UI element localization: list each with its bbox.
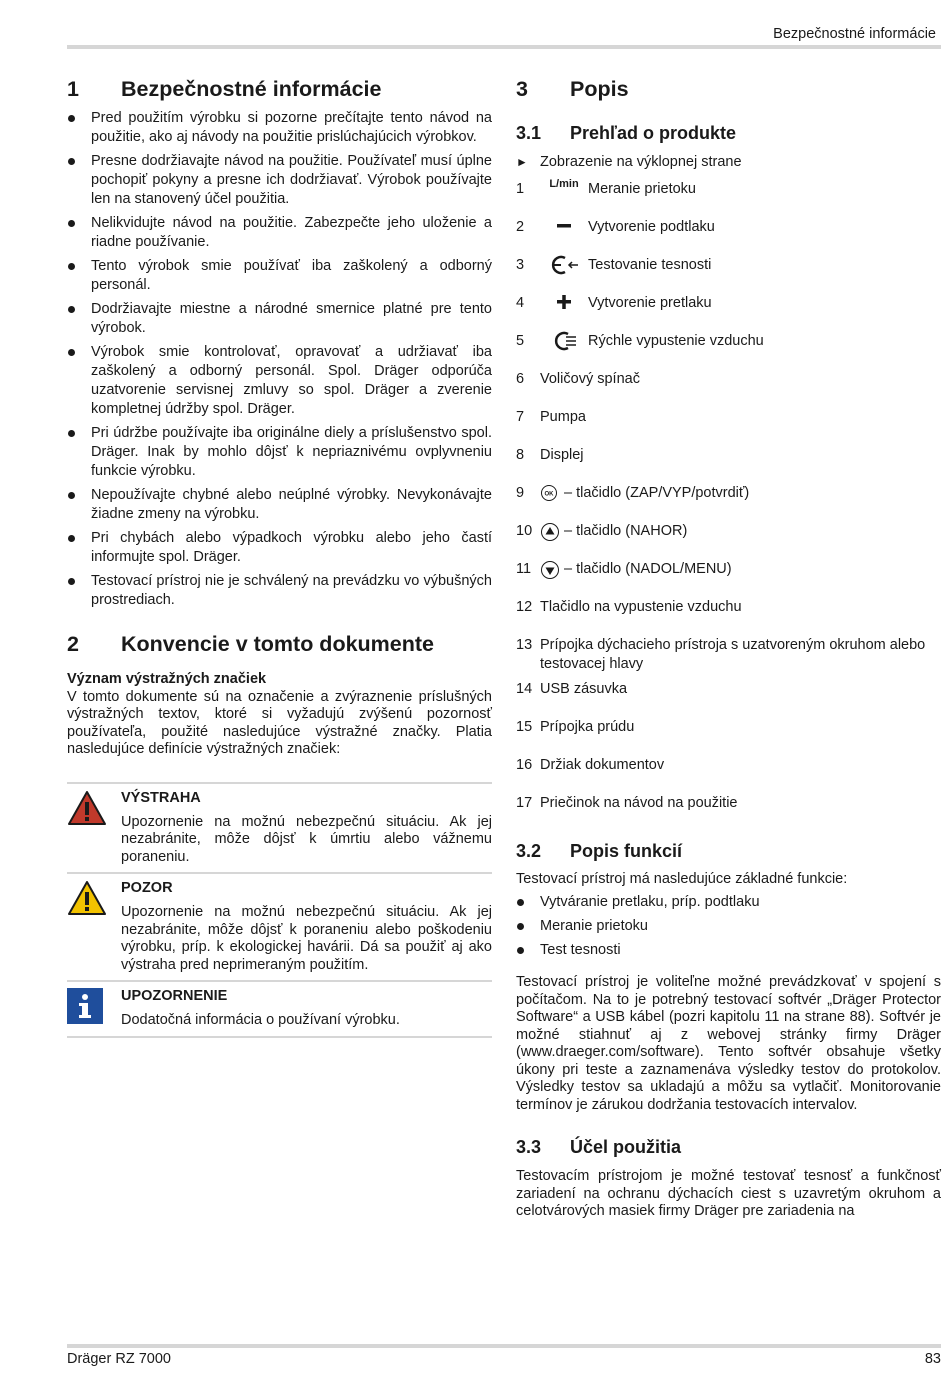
section-number: 3 (516, 77, 528, 101)
list-item (516, 212, 941, 250)
warning-triangle-icon (67, 788, 121, 867)
section-number: 1 (67, 77, 79, 101)
fold-out-reference (516, 152, 941, 172)
item-label: Priečinok na návod na použitie (540, 795, 738, 811)
left-column (67, 74, 492, 1038)
list-item (516, 364, 941, 402)
item-label: Tlačidlo na vypustenie vzduchu (540, 599, 742, 615)
list-item (516, 250, 941, 288)
list-item: Nepoužívajte chybné alebo neúplné výrobky. Nevykonávajte žiadne zmeny na výrobku. (67, 486, 492, 524)
up-button-icon (540, 516, 564, 542)
intended-use-paragraph: Testovacím prístrojom je možné testovať tesnosť a funkčnosť zariadení na ochranu dýchacích ciest s uzavretým okruhom a celotvárových masiek firmy Dräger pre zariadenia na (516, 1168, 941, 1219)
item-number: 1 (516, 181, 525, 197)
section-title: Prehľad o produkte (570, 123, 736, 143)
section-3-1-heading (516, 120, 941, 146)
section-3-3-heading (516, 1134, 941, 1160)
right-column (516, 74, 941, 1221)
item-number: 15 (516, 719, 533, 735)
item-label: Voličový spínač (540, 371, 640, 387)
warning-definitions (67, 782, 492, 1038)
item-number: 7 (516, 409, 525, 425)
list-item: Výrobok smie kontrolovať, opravovať a udržiavať iba zaškolený a odborný personál. Spol. Dräger odporúča uzatvorenie servisnej zmluvy so spol. Dräger a zverenie kompletnej údržby spol. Dräger. (67, 343, 492, 419)
item-number: 2 (516, 219, 525, 235)
list-item: Tento výrobok smie používať iba zaškolený a odborný personál. (67, 257, 492, 295)
notice-definition-row (67, 980, 492, 1038)
section-3-2-heading (516, 838, 941, 864)
header-rule (67, 45, 941, 49)
list-item (516, 788, 941, 826)
list-item (516, 554, 941, 592)
item-number: 8 (516, 447, 525, 463)
section-number: 3.1 (516, 123, 542, 143)
item-number: 4 (516, 295, 525, 311)
item-number: 9 (516, 485, 525, 501)
item-number: 13 (516, 637, 533, 653)
item-number: 10 (516, 523, 533, 539)
list-item: Nelikvidujte návod na použitie. Zabezpečte jeho uloženie a riadne používanie. (67, 214, 492, 252)
functions-bullet-list (516, 893, 941, 960)
minus-icon (540, 212, 588, 236)
list-item (516, 440, 941, 478)
section-title: Popis (570, 77, 629, 101)
item-number: 17 (516, 795, 533, 811)
running-header: Bezpečnostné informácie (773, 26, 936, 42)
list-item: Testovací prístroj nie je schválený na prevádzku vo výbušných prostrediach. (67, 572, 492, 610)
warning-title: VÝSTRAHA (121, 789, 201, 806)
list-item (516, 402, 941, 440)
air-release-icon (540, 326, 588, 352)
list-item (516, 750, 941, 788)
list-item (516, 712, 941, 750)
section-number: 2 (67, 632, 79, 656)
list-item: Pred použitím výrobku si pozorne prečítajte tento návod na použitie, ako aj návody na použitie prislúchajúcich výrobkov. (67, 109, 492, 147)
item-number: 14 (516, 681, 533, 697)
warning-signs-subheading: Význam výstražných značiek (67, 671, 267, 687)
section-number: 3.3 (516, 1137, 542, 1157)
list-item: Test tesnosti (516, 941, 941, 960)
list-item (516, 174, 941, 212)
item-number: 5 (516, 333, 525, 349)
functions-paragraph: Testovací prístroj je voliteľne možné prevádzkovať v spojení s počítačom. Na to je potrebný testovací softvér „Dräger Protector Software“ a USB kábel (pozri kapitolu 11 na strane 88). Softvér je možné stiahnuť aj z webovej stránky firmy Dräger (www.draeger.com/software). Tento softvér obsahuje všetky úkony pri teste a zaznamenáva výsledky testov do protokolov. Výsledky testov sa ukladajú a môžu sa vytlačiť. Monitorovanie termínov je zárukou dodržania testovacích intervalov. (516, 974, 941, 1113)
item-label: USB zásuvka (540, 681, 628, 697)
section-title: Konvencie v tomto dokumente (121, 632, 434, 656)
item-label: Vytvorenie pretlaku (588, 295, 712, 311)
list-item: Dodržiavajte miestne a národné smernice platné pre tento výrobok. (67, 300, 492, 338)
notice-text: Dodatočná informácia o používaní výrobku. (121, 1012, 400, 1028)
item-label: Displej (540, 447, 584, 463)
item-label: – tlačidlo (NADOL/MENU) (564, 561, 732, 577)
list-item: Pri údržbe používajte iba originálne diely a príslušenstvo spol. Dräger. Inak by mohlo dôjsť k nepriaznivému ovplyvneniu funkcie výrobku. (67, 424, 492, 481)
info-icon (67, 986, 121, 1030)
item-label: Meranie prietoku (588, 181, 696, 197)
warning-text: Upozornenie na možnú nebezpečnú situáciu. Ak jej nezabránite, môže dôjsť k úmrtiu alebo vážnemu poraneniu. (121, 813, 492, 865)
item-label: Držiak dokumentov (540, 757, 665, 773)
warning-definition-row (67, 782, 492, 873)
list-item (516, 326, 941, 364)
list-item (516, 478, 941, 516)
safety-bullet-list (67, 109, 492, 610)
item-number: 3 (516, 257, 525, 273)
caution-title: POZOR (121, 880, 173, 896)
list-item (516, 516, 941, 554)
plus-icon (540, 288, 588, 312)
item-label: Prípojka dýchacieho prístroja s uzatvoreným okruhom alebo testovacej hlavy (540, 637, 926, 672)
section-1-heading (67, 74, 492, 104)
svg-text:OK: OK (544, 491, 554, 498)
section-3-heading (516, 74, 941, 104)
footer-product-name: Dräger RZ 7000 (67, 1351, 171, 1367)
item-label: – tlačidlo (NAHOR) (564, 523, 688, 539)
fold-out-text: Zobrazenie na výklopnej strane (540, 154, 742, 170)
caution-definition-row (67, 872, 492, 980)
item-label: Testovanie tesnosti (588, 257, 712, 273)
notice-title: UPOZORNENIE (121, 988, 228, 1004)
item-number: 12 (516, 599, 533, 615)
item-label: – tlačidlo (ZAP/VYP/potvrdiť) (564, 485, 750, 501)
list-item (516, 592, 941, 630)
item-label: Prípojka prúdu (540, 719, 635, 735)
functions-intro: Testovací prístroj má nasledujúce základné funkcie: (516, 871, 848, 887)
list-item (516, 630, 941, 674)
list-item (516, 288, 941, 326)
item-number: 11 (516, 561, 532, 577)
section-title: Bezpečnostné informácie (121, 77, 382, 101)
caution-triangle-icon (67, 878, 121, 974)
leak-test-icon (540, 250, 588, 276)
section-number: 3.2 (516, 841, 542, 861)
caution-text: Upozornenie na možnú nebezpečnú situáciu. Ak jej nezabránite, môže dôjsť k poraneniu alebo poškodeniu výrobku, príp. k ekologickej havárii. Dá sa použiť aj ako výstraha pred neprimeraným použitím. (121, 904, 492, 973)
section-title: Účel použitia (570, 1137, 682, 1157)
product-overview-list (516, 174, 941, 826)
list-item: Meranie prietoku (516, 917, 941, 936)
arrow-right-icon: ► (516, 155, 528, 169)
item-label: Vytvorenie podtlaku (588, 219, 715, 235)
section-2-heading (67, 629, 492, 659)
list-item: Vytváranie pretlaku, príp. podtlaku (516, 893, 941, 912)
list-item: Presne dodržiavajte návod na použitie. Používateľ musí úplne pochopiť pokyny a presne ich dodržiavať. Výrobok používajte len na stanovený účel použitia. (67, 152, 492, 209)
item-number: 16 (516, 757, 533, 773)
list-item: Pri chybách alebo výpadkoch výrobku alebo jeho častí informujte spol. Dräger. (67, 529, 492, 567)
page-number: 83 (924, 1351, 941, 1367)
down-button-icon (540, 554, 564, 580)
flow-icon (540, 174, 588, 194)
section-title: Popis funkcií (570, 841, 683, 861)
item-label: Rýchle vypustenie vzduchu (588, 333, 764, 349)
item-number: 6 (516, 371, 525, 387)
flow-icon-text: L/min (549, 178, 579, 190)
ok-button-icon (540, 478, 564, 502)
item-label: Pumpa (540, 409, 586, 425)
warning-signs-intro: V tomto dokumente sú na označenie a zvýraznenie príslušných výstražných textov, ktoré si vyžadujú zvýšenú pozornosť používateľa, použité nasledujúce výstražné značky. Platia nasledujúce definície výstražných značiek: (67, 688, 492, 757)
footer-rule (67, 1344, 941, 1348)
list-item (516, 674, 941, 712)
